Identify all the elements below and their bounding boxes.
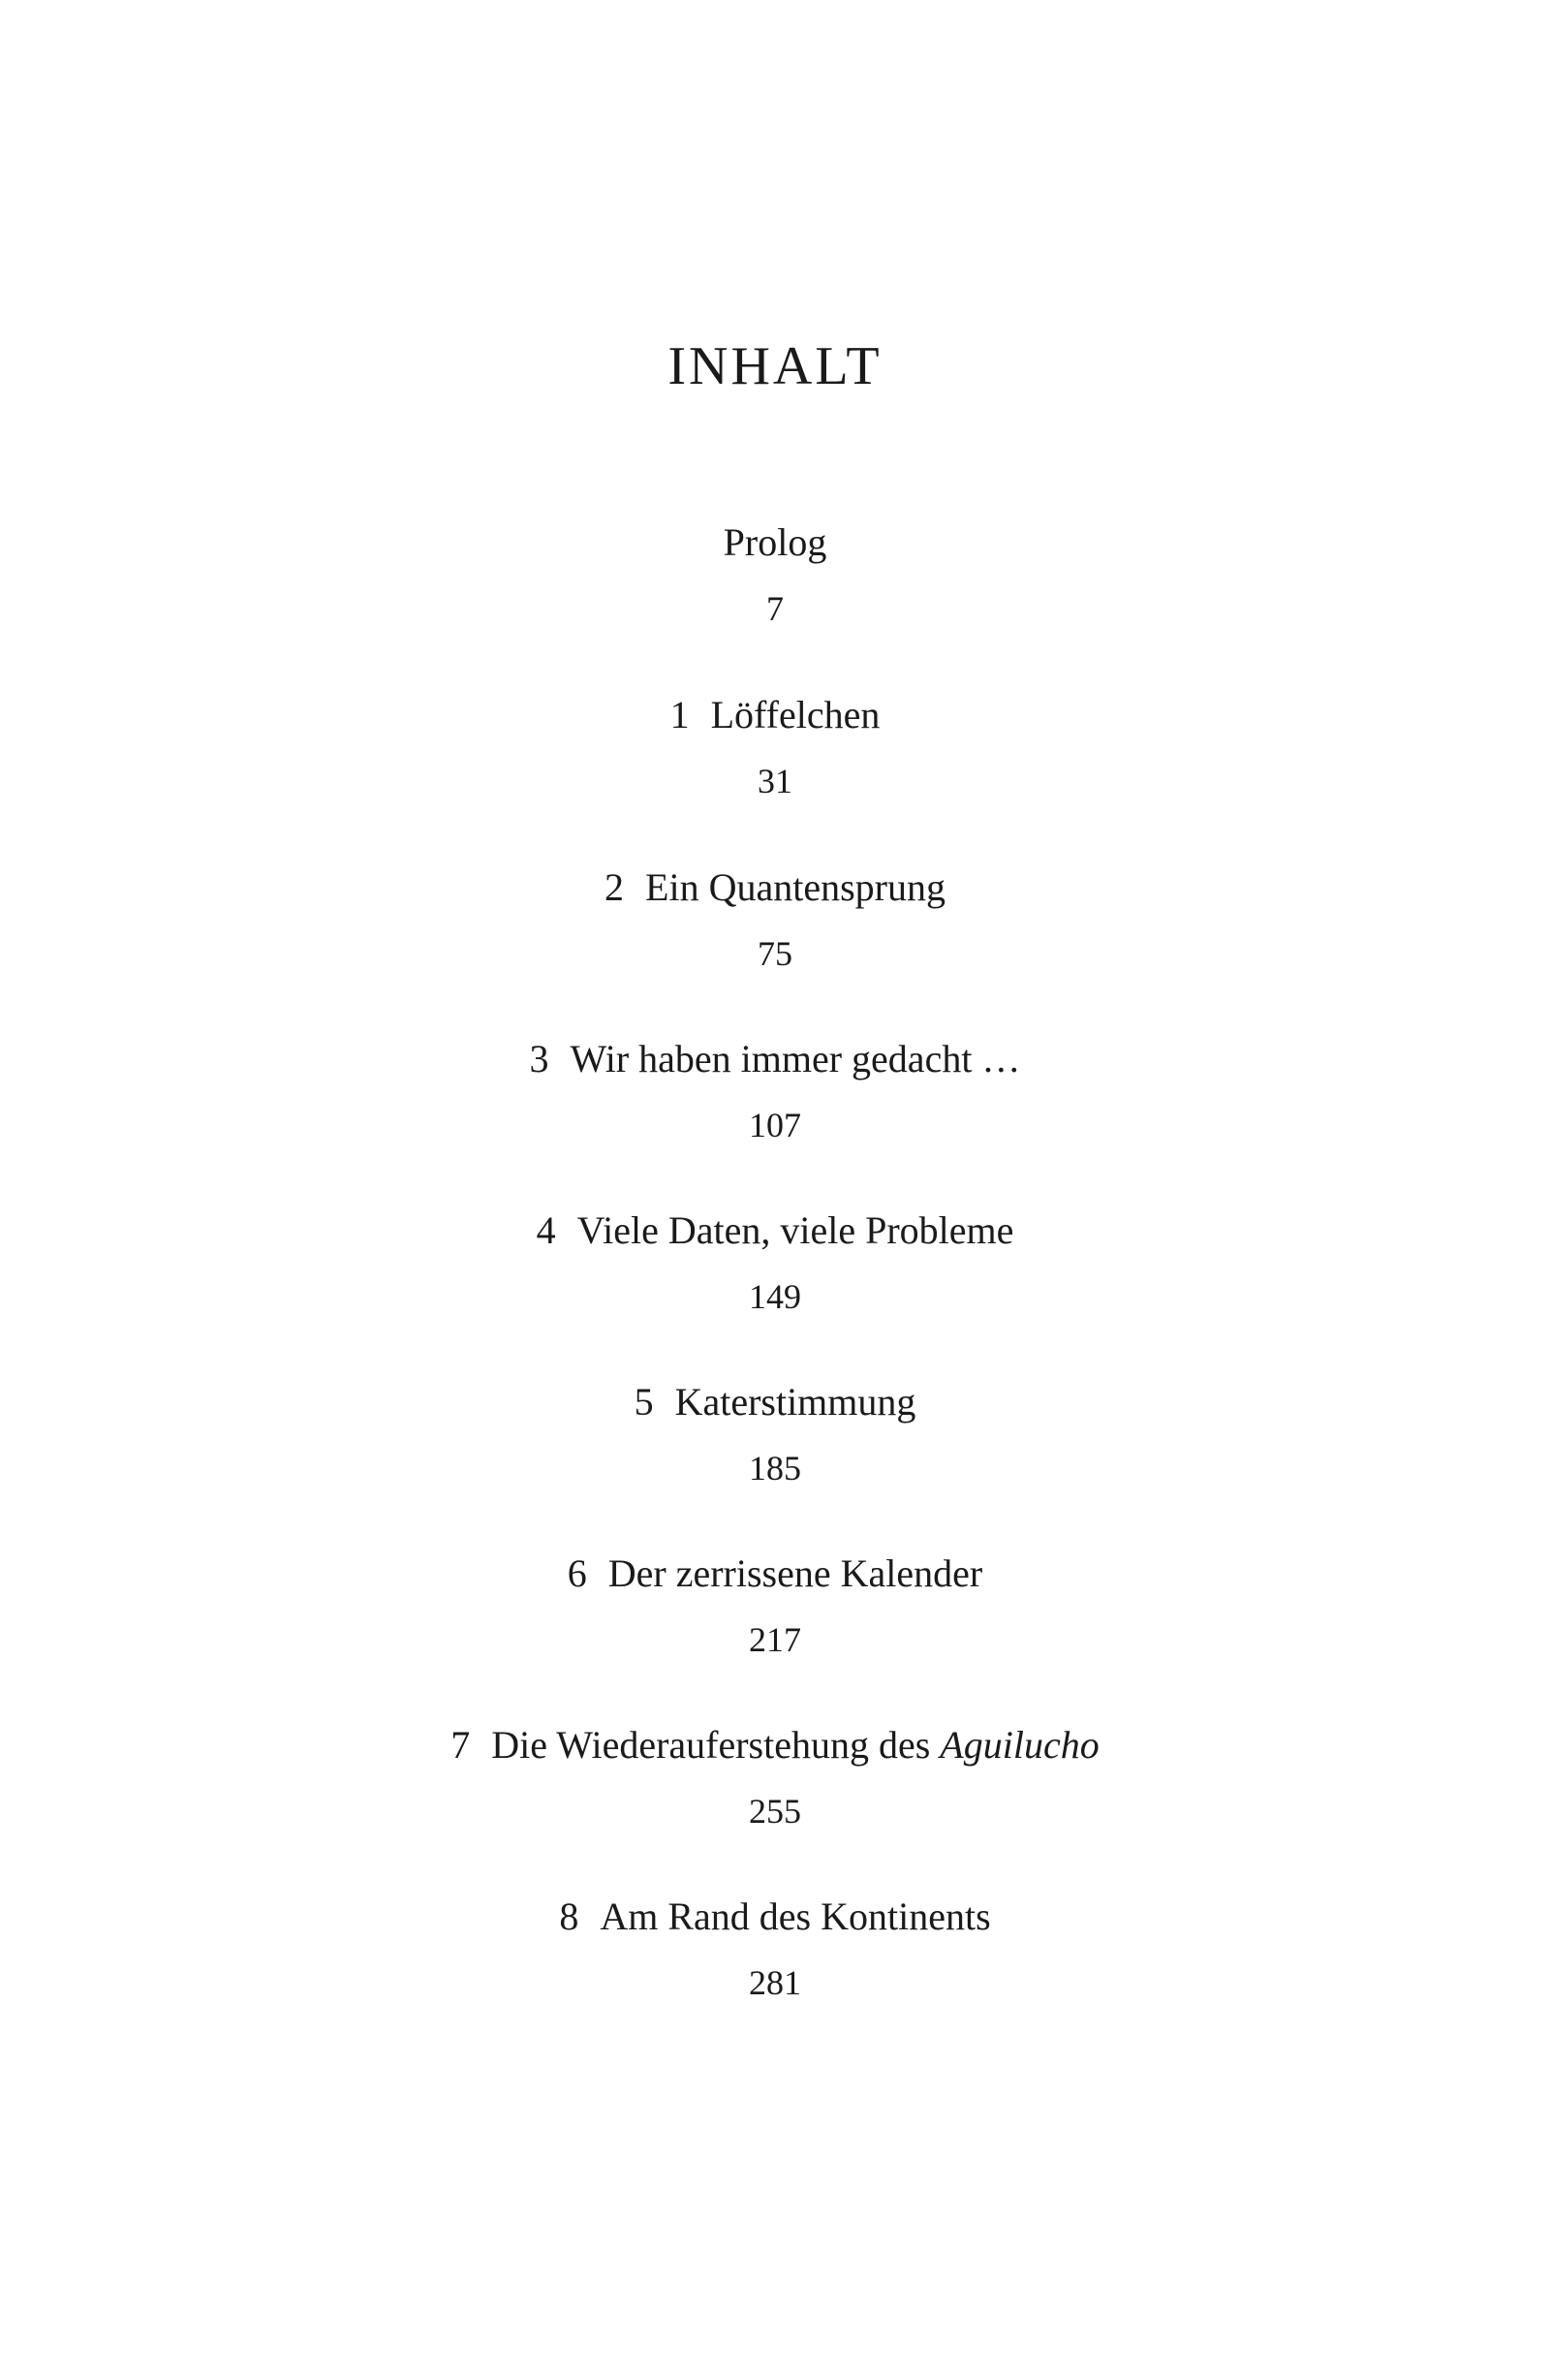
toc-entry-page-number: 7 <box>766 589 784 628</box>
toc-entry-chapter-4 <box>0 1208 1550 1316</box>
toc-entry-title: Die Wiederauferstehung des <box>491 1723 941 1767</box>
toc-entry-prolog <box>0 520 1550 628</box>
toc-entry-chapter-number: 5 <box>634 1380 654 1424</box>
toc-entry-heading <box>0 1037 1550 1080</box>
toc-entry-chapter-number: 7 <box>450 1723 471 1767</box>
toc-entry-title: Ein Quantensprung <box>645 865 946 909</box>
toc-entry-title: Am Rand des Kontinents <box>600 1895 991 1938</box>
toc-entry-chapter-1 <box>0 693 1550 800</box>
toc-entry-heading <box>0 1208 1550 1252</box>
toc-entry-page-number: 31 <box>758 762 792 800</box>
toc-entry-page-number: 185 <box>749 1449 801 1488</box>
toc-entry-title: Katerstimmung <box>674 1380 916 1424</box>
toc-entry-title: Der zerrissene Kalender <box>607 1551 983 1595</box>
toc-entry-page-number: 255 <box>749 1792 801 1831</box>
toc-entry-heading <box>0 1897 1550 1936</box>
toc-entry-title: Löffelchen <box>710 693 881 736</box>
toc-entry-chapter-6 <box>0 1551 1550 1659</box>
toc-entry-chapter-number: 8 <box>559 1895 579 1938</box>
toc-entry-chapter-7 <box>0 1723 1550 1831</box>
toc-entry-heading <box>0 865 1550 909</box>
toc-entry-heading <box>0 1551 1550 1595</box>
toc-entry-chapter-number: 1 <box>669 693 690 736</box>
toc-entry-page-number: 75 <box>758 934 792 973</box>
toc-entry-heading <box>0 1723 1550 1767</box>
toc-entry-title: Wir haben immer gedacht … <box>570 1037 1021 1080</box>
toc-entry-page-number: 281 <box>749 1963 801 2002</box>
toc-entry-title-italic: Aguilucho <box>940 1723 1100 1767</box>
toc-entry-chapter-number: 4 <box>536 1208 556 1252</box>
toc-entry-chapter-number: 2 <box>604 865 625 909</box>
toc-entry-page-number: 107 <box>749 1106 801 1144</box>
toc-entry-chapter-number: 3 <box>529 1037 549 1080</box>
toc-entry-page-number: 149 <box>749 1277 801 1316</box>
toc-entry-heading <box>0 693 1550 736</box>
toc-entry-chapter-3 <box>0 1037 1550 1144</box>
toc-entry-heading <box>0 520 1550 564</box>
toc-entry-page-number: 217 <box>749 1620 801 1659</box>
toc-entry-chapter-8 <box>0 1897 1550 2000</box>
page-title: INHALT <box>667 336 883 396</box>
toc-entry-chapter-number: 6 <box>567 1551 587 1595</box>
toc-entry-title: Prolog <box>723 520 827 564</box>
toc-entry-chapter-5 <box>0 1380 1550 1488</box>
toc-entry-chapter-2 <box>0 865 1550 973</box>
toc-entry-heading <box>0 1380 1550 1424</box>
toc-entry-title: Viele Daten, viele Probleme <box>576 1208 1014 1252</box>
